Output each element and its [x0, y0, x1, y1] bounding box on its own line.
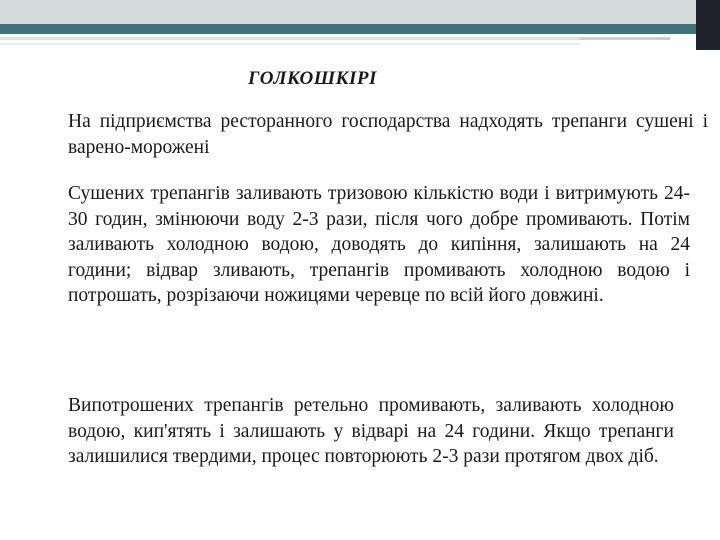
slide-header-band: [0, 0, 720, 50]
header-gray-bar: [0, 0, 720, 24]
header-light-line: [0, 37, 580, 40]
paragraph-intro: На підприємства ресторанного господарства надходять трепанги сушені і варено-морожені: [68, 111, 708, 158]
paragraph-dried-preparation: Сушених трепангів заливають тризовою кількістю води і витримують 24-30 годин, змінюючи воду 2-3 рази, після чого добре промивають. Потім заливають холодною водою, доводять до кипіння, залишають на 24 години; відвар зливають, трепангів промивають холодною водою і потрошать, розрізаючи ножицями черевце по всій його довжині.: [68, 183, 690, 306]
slide-title: ГОЛКОШКІРІ: [248, 68, 377, 89]
header-faint-line: [0, 43, 580, 45]
paragraph-gutted-processing: Випотрошених трепангів ретельно промивають, заливають холодною водою, кип'ятять і залишають у відварі на 24 години. Якщо трепанги залишилися твердими, процес повторюють 2-3 рази протягом двох діб.: [68, 395, 674, 467]
header-teal-bar: [0, 24, 696, 34]
header-dark-corner: [696, 0, 720, 50]
header-accent-line: [580, 37, 670, 40]
